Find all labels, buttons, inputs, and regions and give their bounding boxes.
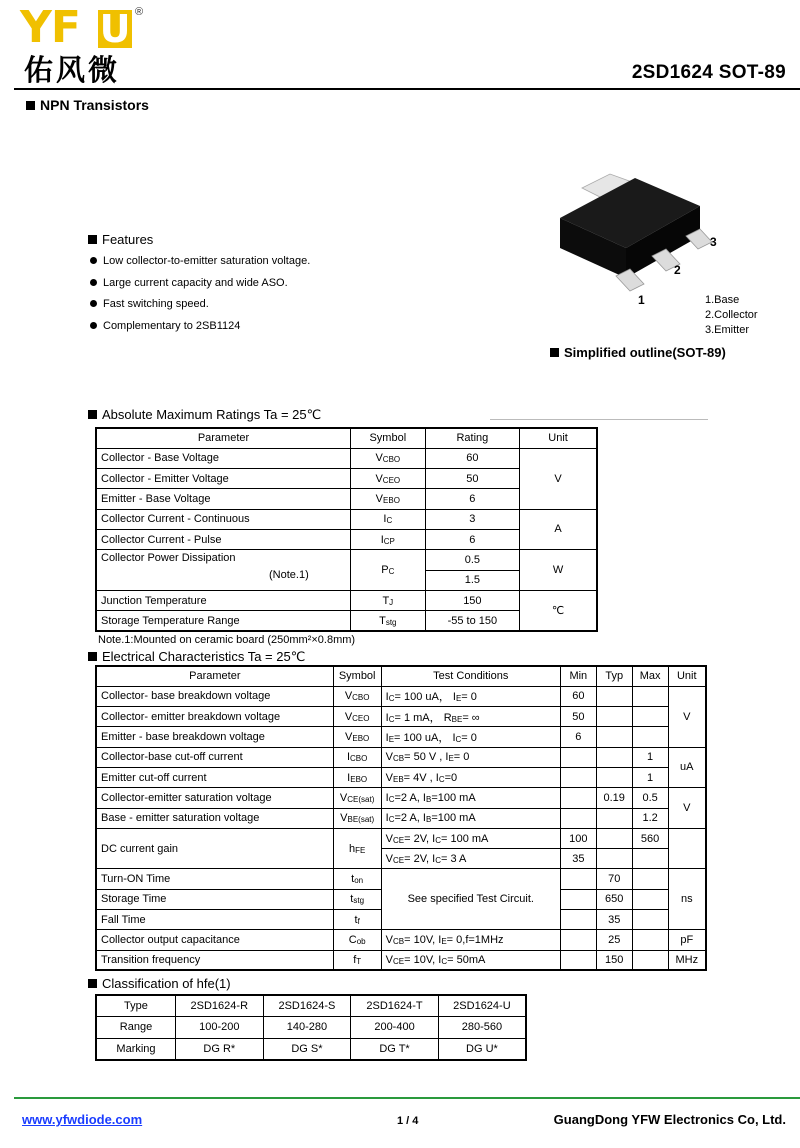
typ-cell [596, 686, 632, 706]
list-item: Large current capacity and wide ASO. [90, 276, 310, 298]
min-cell: 60 [560, 686, 596, 706]
table-row [96, 869, 706, 889]
min-cell [560, 747, 596, 767]
max-cell: 560 [632, 828, 668, 848]
table-row [96, 448, 597, 468]
table-header-row [96, 428, 597, 448]
param-cell: Storage Temperature Range [96, 611, 351, 631]
logo-text-latin: YF [20, 2, 80, 53]
param-cell: Base - emitter saturation voltage [96, 808, 333, 828]
condition-cell: IC= 1 mA， RBE= ∞ [381, 707, 560, 727]
table-row [96, 707, 706, 727]
max-cell: 1 [632, 747, 668, 767]
header-unit: Unit [520, 428, 597, 448]
header-variant-s: 2SD1624-S [263, 995, 351, 1017]
list-item: Fast switching speed. [90, 297, 310, 319]
condition-cell: VCB= 50 V , IE= 0 [381, 747, 560, 767]
table-row [96, 550, 597, 570]
header-variant-t: 2SD1624-T [351, 995, 439, 1017]
typ-cell [596, 747, 632, 767]
symbol-cell: VCBO [333, 686, 381, 706]
table-row [96, 808, 706, 828]
header-symbol: Symbol [333, 666, 381, 686]
part-title: 2SD1624 SOT-89 [631, 62, 786, 83]
table-row [96, 1038, 526, 1060]
marking-cell: DG R* [175, 1038, 263, 1060]
unit-cell: pF [668, 930, 706, 950]
param-cell: Emitter cut-off current [96, 767, 333, 787]
website-link[interactable]: www.yfwdiode.com [22, 1112, 143, 1127]
marking-cell: DG U* [438, 1038, 526, 1060]
unit-cell: MHz [668, 950, 706, 970]
min-cell [560, 767, 596, 787]
typ-cell [596, 849, 632, 869]
typ-cell: 650 [596, 889, 632, 909]
rating-cell: 60 [425, 448, 520, 468]
symbol-cell: IC [351, 509, 426, 529]
max-cell [632, 686, 668, 706]
pin-legend-collector: 2.Collector [705, 309, 758, 321]
symbol-cell: PC [351, 550, 426, 591]
row-label-range: Range [96, 1017, 175, 1039]
range-cell: 200-400 [351, 1017, 439, 1039]
list-item: Low collector-to-emitter saturation voltage. [90, 254, 310, 276]
max-cell [632, 707, 668, 727]
condition-cell: IC= 100 uA， IE= 0 [381, 686, 560, 706]
symbol-cell: ton [333, 869, 381, 889]
company-name: GuangDong YFW Electronics Co, Ltd. [553, 1112, 786, 1127]
page-number: 1 / 4 [397, 1115, 419, 1127]
symbol-cell: Tstg [351, 611, 426, 631]
min-cell: 50 [560, 707, 596, 727]
param-cell: Storage Time [96, 889, 333, 909]
pin-label-1: 1 [638, 293, 645, 307]
pin-label-3: 3 [710, 235, 717, 249]
square-bullet-icon [88, 410, 97, 419]
min-cell: 35 [560, 849, 596, 869]
typ-cell: 70 [596, 869, 632, 889]
unit-cell: V [668, 788, 706, 829]
classification-table [95, 994, 527, 1061]
marking-cell: DG S* [263, 1038, 351, 1060]
pin-label-2: 2 [674, 263, 681, 277]
round-bullet-icon [90, 300, 97, 307]
typ-cell [596, 707, 632, 727]
typ-cell: 25 [596, 930, 632, 950]
param-cell: Collector Power Dissipation (Note.1) [96, 550, 351, 591]
max-cell: 1.2 [632, 808, 668, 828]
round-bullet-icon [90, 257, 97, 264]
rating-cell: 6 [425, 529, 520, 549]
min-cell [560, 889, 596, 909]
min-cell [560, 869, 596, 889]
table-row [96, 590, 597, 610]
table-row [96, 788, 706, 808]
table-row [96, 950, 706, 970]
logo-text-chinese: 佑风微 [24, 53, 121, 87]
param-cell: Collector-base cut-off current [96, 747, 333, 767]
unit-cell: ℃ [520, 590, 597, 631]
header-parameter: Parameter [96, 428, 351, 448]
registered-mark: ® [135, 6, 144, 18]
symbol-cell: fT [333, 950, 381, 970]
rating-cell: 1.5 [425, 570, 520, 590]
rating-cell: 0.5 [425, 550, 520, 570]
table-row [96, 930, 706, 950]
abs-max-table [95, 427, 598, 632]
max-cell: 1 [632, 767, 668, 787]
symbol-cell: VBE(sat) [333, 808, 381, 828]
symbol-cell: IEBO [333, 767, 381, 787]
param-cell: Fall Time [96, 910, 333, 930]
max-cell [632, 950, 668, 970]
table-row [96, 509, 597, 529]
symbol-cell: TJ [351, 590, 426, 610]
typ-cell [596, 727, 632, 747]
max-cell [632, 889, 668, 909]
condition-cell: VCE= 2V, IC= 3 A [381, 849, 560, 869]
condition-cell: IC=2 A, IB=100 mA [381, 808, 560, 828]
note-ref: (Note.1) [269, 569, 309, 582]
symbol-cell: VEBO [351, 489, 426, 509]
round-bullet-icon [90, 322, 97, 329]
typ-cell [596, 808, 632, 828]
param-cell: Transition frequency [96, 950, 333, 970]
range-cell: 280-560 [438, 1017, 526, 1039]
sot89-package-illustration [540, 160, 740, 310]
condition-cell: IE= 100 uA， IC= 0 [381, 727, 560, 747]
square-bullet-icon [88, 652, 97, 661]
header-variant-u: 2SD1624-U [438, 995, 526, 1017]
header-rating: Rating [425, 428, 520, 448]
rating-cell: 150 [425, 590, 520, 610]
unit-cell: V [520, 448, 597, 509]
min-cell [560, 808, 596, 828]
pin-legend-base: 1.Base [705, 294, 740, 306]
elec-table [95, 665, 707, 971]
section-rule [490, 419, 708, 420]
condition-cell: IC=2 A, IB=100 mA [381, 788, 560, 808]
rating-cell: -55 to 150 [425, 611, 520, 631]
header-conditions: Test Conditions [381, 666, 560, 686]
company-logo [20, 4, 160, 88]
typ-cell: 150 [596, 950, 632, 970]
max-cell [632, 727, 668, 747]
unit-cell: uA [668, 747, 706, 788]
features-heading: Features [88, 232, 153, 247]
symbol-cell: VCE(sat) [333, 788, 381, 808]
table-header-row [96, 995, 526, 1017]
header-typ: Typ [596, 666, 632, 686]
unit-cell: A [520, 509, 597, 550]
table-row [96, 828, 706, 848]
symbol-cell: VEBO [333, 727, 381, 747]
pin-legend [705, 293, 758, 338]
max-cell [632, 930, 668, 950]
param-cell: Collector Current - Pulse [96, 529, 351, 549]
rating-cell: 3 [425, 509, 520, 529]
param-cell: Collector-emitter saturation voltage [96, 788, 333, 808]
param-cell: Collector Current - Continuous [96, 509, 351, 529]
symbol-cell: tf [333, 910, 381, 930]
typ-cell: 0.19 [596, 788, 632, 808]
symbol-cell: VCEO [351, 469, 426, 489]
symbol-cell: tstg [333, 889, 381, 909]
square-bullet-icon [550, 348, 559, 357]
header-unit: Unit [668, 666, 706, 686]
square-bullet-icon [26, 101, 35, 110]
min-cell [560, 910, 596, 930]
rating-cell: 6 [425, 489, 520, 509]
elec-heading: Electrical Characteristics Ta = 25℃ [88, 649, 305, 665]
symbol-cell: VCEO [333, 707, 381, 727]
symbol-cell: hFE [333, 828, 381, 869]
unit-cell: V [668, 686, 706, 747]
param-cell: Collector- emitter breakdown voltage [96, 707, 333, 727]
list-item: Complementary to 2SB1124 [90, 319, 310, 341]
param-cell: Junction Temperature [96, 590, 351, 610]
min-cell: 6 [560, 727, 596, 747]
param-cell: DC current gain [96, 828, 333, 869]
features-list [90, 254, 310, 340]
device-type: NPN Transistors [26, 97, 149, 113]
abs-max-heading: Absolute Maximum Ratings Ta = 25℃ [88, 407, 321, 423]
rating-cell: 50 [425, 469, 520, 489]
marking-cell: DG T* [351, 1038, 439, 1060]
param-cell: Collector- base breakdown voltage [96, 686, 333, 706]
header-min: Min [560, 666, 596, 686]
condition-cell: VCE= 2V, IC= 100 mA [381, 828, 560, 848]
unit-cell: ns [668, 869, 706, 930]
max-cell [632, 849, 668, 869]
min-cell [560, 930, 596, 950]
header-symbol: Symbol [351, 428, 426, 448]
square-bullet-icon [88, 235, 97, 244]
min-cell: 100 [560, 828, 596, 848]
table-header-row [96, 666, 706, 686]
table-row [96, 686, 706, 706]
square-bullet-icon [88, 979, 97, 988]
symbol-cell: ICP [351, 529, 426, 549]
header-rule [14, 88, 800, 90]
max-cell [632, 910, 668, 930]
symbol-cell: VCBO [351, 448, 426, 468]
table-row [96, 747, 706, 767]
range-cell: 140-280 [263, 1017, 351, 1039]
footer-rule [14, 1097, 800, 1099]
min-cell [560, 788, 596, 808]
param-cell: Collector - Emitter Voltage [96, 469, 351, 489]
pin-legend-emitter: 3.Emitter [705, 324, 750, 336]
abs-max-note: Note.1:Mounted on ceramic board (250mm²×0.8mm) [98, 634, 356, 646]
typ-cell: 35 [596, 910, 632, 930]
header-type: Type [96, 995, 175, 1017]
param-cell: Collector - Base Voltage [96, 448, 351, 468]
range-cell: 100-200 [175, 1017, 263, 1039]
unit-cell: W [520, 550, 597, 591]
condition-cell: VCB= 10V, IE= 0,f=1MHz [381, 930, 560, 950]
max-cell [632, 869, 668, 889]
row-label-marking: Marking [96, 1038, 175, 1060]
symbol-cell: Cob [333, 930, 381, 950]
table-row [96, 727, 706, 747]
param-cell: Collector output capacitance [96, 930, 333, 950]
symbol-cell: ICBO [333, 747, 381, 767]
unit-cell [668, 828, 706, 869]
round-bullet-icon [90, 279, 97, 286]
table-row [96, 767, 706, 787]
switching-condition-cell: See specified Test Circuit. [381, 869, 560, 930]
condition-cell: VEB= 4V , IC=0 [381, 767, 560, 787]
typ-cell [596, 828, 632, 848]
param-cell: Turn-ON Time [96, 869, 333, 889]
condition-cell: VCE= 10V, IC= 50mA [381, 950, 560, 970]
header-parameter: Parameter [96, 666, 333, 686]
header-variant-r: 2SD1624-R [175, 995, 263, 1017]
classification-heading: Classification of hfe(1) [88, 976, 231, 991]
min-cell [560, 950, 596, 970]
header-max: Max [632, 666, 668, 686]
typ-cell [596, 767, 632, 787]
max-cell: 0.5 [632, 788, 668, 808]
param-cell: Emitter - Base Voltage [96, 489, 351, 509]
outline-caption: Simplified outline(SOT-89) [550, 345, 726, 360]
param-cell: Emitter - base breakdown voltage [96, 727, 333, 747]
logo-text-u: U [99, 7, 131, 51]
table-row [96, 1017, 526, 1039]
